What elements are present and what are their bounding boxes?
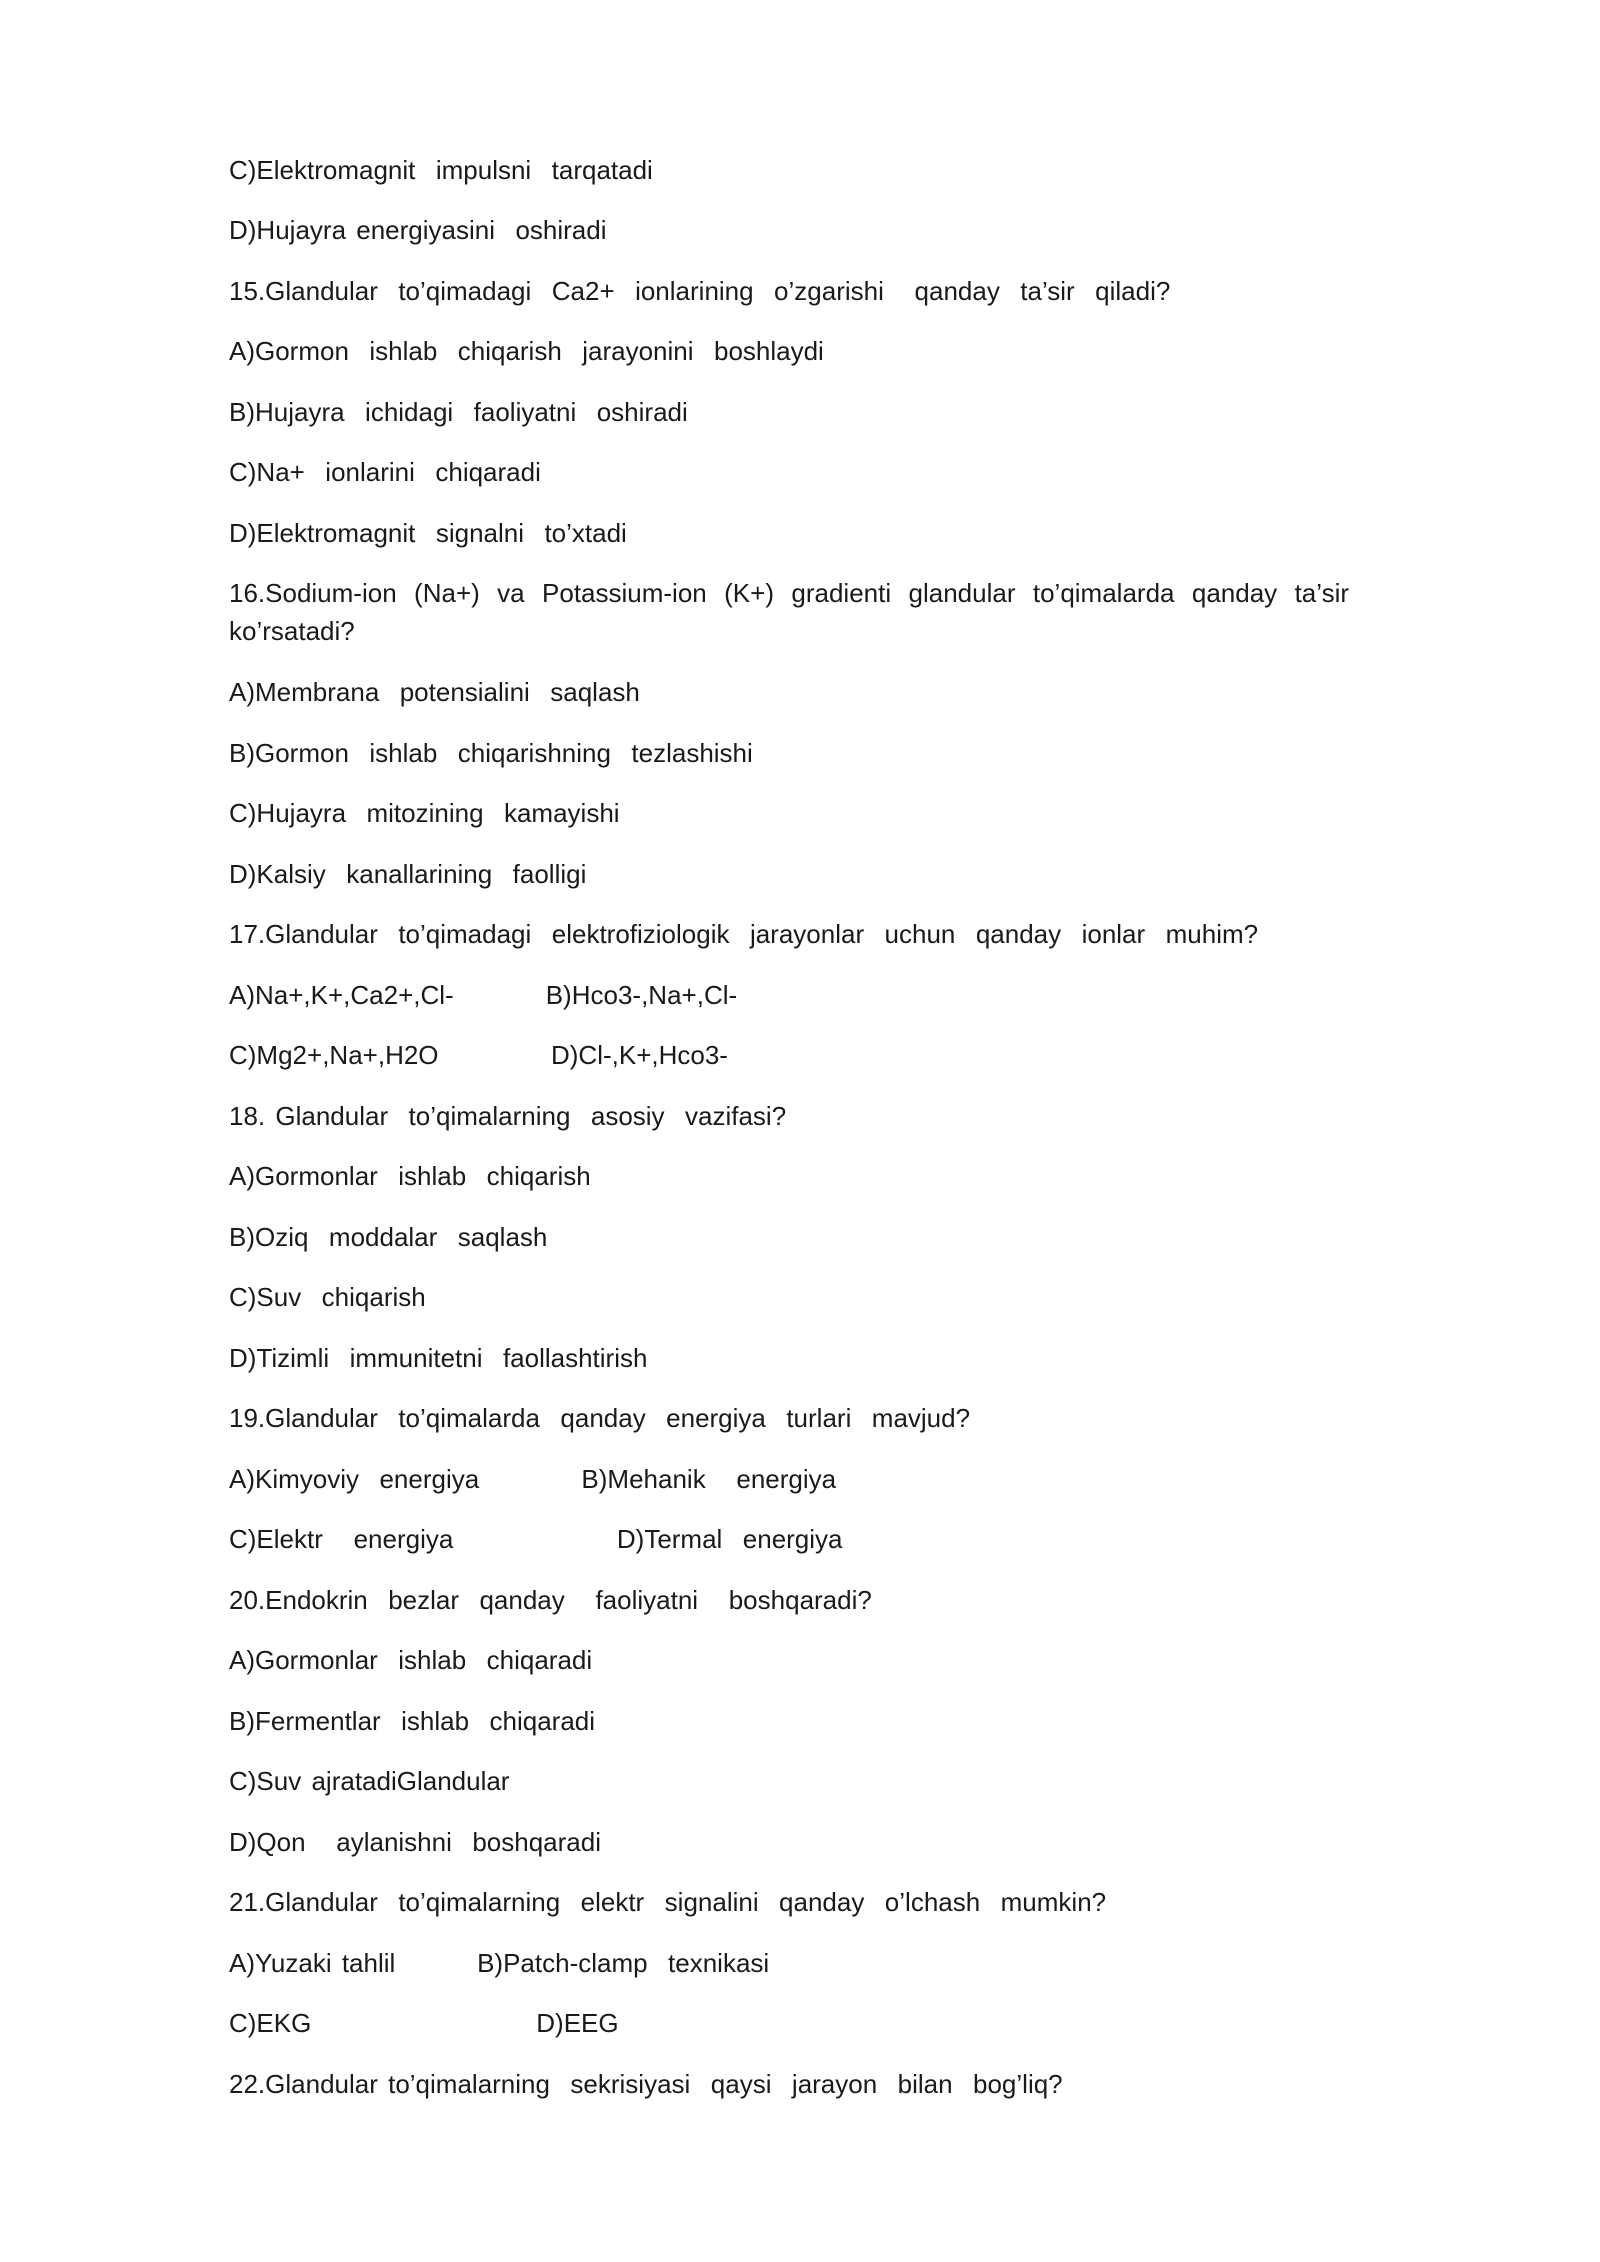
answer-options-row: A)Kimyoviy energiya B)Mehanik energiya bbox=[229, 1464, 837, 1494]
answer-option: D)Tizimli immunitetni faollashtirish bbox=[229, 1343, 648, 1373]
question-18: 18. Glandular to’qimalarning asosiy vazifasi? bbox=[229, 1101, 787, 1131]
question-15: 15.Glandular to’qimadagi Ca2+ ionlarining o’zgarishi qanday ta’sir qiladi? bbox=[229, 276, 1171, 306]
answer-option: D)Hujayra energiyasini oshiradi bbox=[229, 215, 607, 245]
answer-option: D)Kalsiy kanallarining faolligi bbox=[229, 859, 587, 889]
answer-option: C)Na+ ionlarini chiqaradi bbox=[229, 457, 541, 487]
question-19: 19.Glandular to’qimalarda qanday energiya turlari mavjud? bbox=[229, 1403, 971, 1433]
answer-option: B)Hujayra ichidagi faoliyatni oshiradi bbox=[229, 397, 688, 427]
answer-option: C)Hujayra mitozining kamayishi bbox=[229, 798, 620, 828]
answer-option: B)Oziq moddalar saqlash bbox=[229, 1222, 548, 1252]
answer-option: A)Gormonlar ishlab chiqaradi bbox=[229, 1645, 593, 1675]
answer-options-row: A)Na+,K+,Ca2+,Cl- B)Hco3-,Na+,Cl- bbox=[229, 980, 738, 1010]
answer-option: A)Gormonlar ishlab chiqarish bbox=[229, 1161, 591, 1191]
question-16: 16.Sodium-ion (Na+) va Potassium-ion (K+) gradienti glandular to’qimalarda qanday ta’sir ko’rsatadi? bbox=[229, 578, 1349, 646]
answer-options-row: C)Mg2+,Na+,H2O D)Cl-,K+,Hco3- bbox=[229, 1040, 728, 1070]
answer-option: D)Elektromagnit signalni to’xtadi bbox=[229, 518, 627, 548]
answer-option: C)Suv chiqarish bbox=[229, 1282, 426, 1312]
answer-option: A)Membrana potensialini saqlash bbox=[229, 677, 640, 707]
answer-option: B)Gormon ishlab chiqarishning tezlashishi bbox=[229, 738, 753, 768]
answer-option: A)Gormon ishlab chiqarish jarayonini boshlaydi bbox=[229, 336, 824, 366]
answer-option: C)Suv ajratadiGlandular bbox=[229, 1766, 510, 1796]
answer-options-row: A)Yuzaki tahlil B)Patch-clamp texnikasi bbox=[229, 1948, 770, 1978]
answer-option: D)Qon aylanishni boshqaradi bbox=[229, 1827, 601, 1857]
question-22: 22.Glandular to’qimalarning sekrisiyasi qaysi jarayon bilan bog’liq? bbox=[229, 2069, 1063, 2099]
answer-option: B)Fermentlar ishlab chiqaradi bbox=[229, 1706, 596, 1736]
question-20: 20.Endokrin bezlar qanday faoliyatni boshqaradi? bbox=[229, 1585, 872, 1615]
question-17: 17.Glandular to’qimadagi elektrofiziologik jarayonlar uchun qanday ionlar muhim? bbox=[229, 919, 1259, 949]
answer-options-row: C)EKG D)EEG bbox=[229, 2008, 619, 2038]
answer-options-row: C)Elektr energiya D)Termal energiya bbox=[229, 1524, 843, 1554]
question-21: 21.Glandular to’qimalarning elektr signalini qanday o’lchash mumkin? bbox=[229, 1887, 1107, 1917]
answer-option: C)Elektromagnit impulsni tarqatadi bbox=[229, 155, 653, 185]
